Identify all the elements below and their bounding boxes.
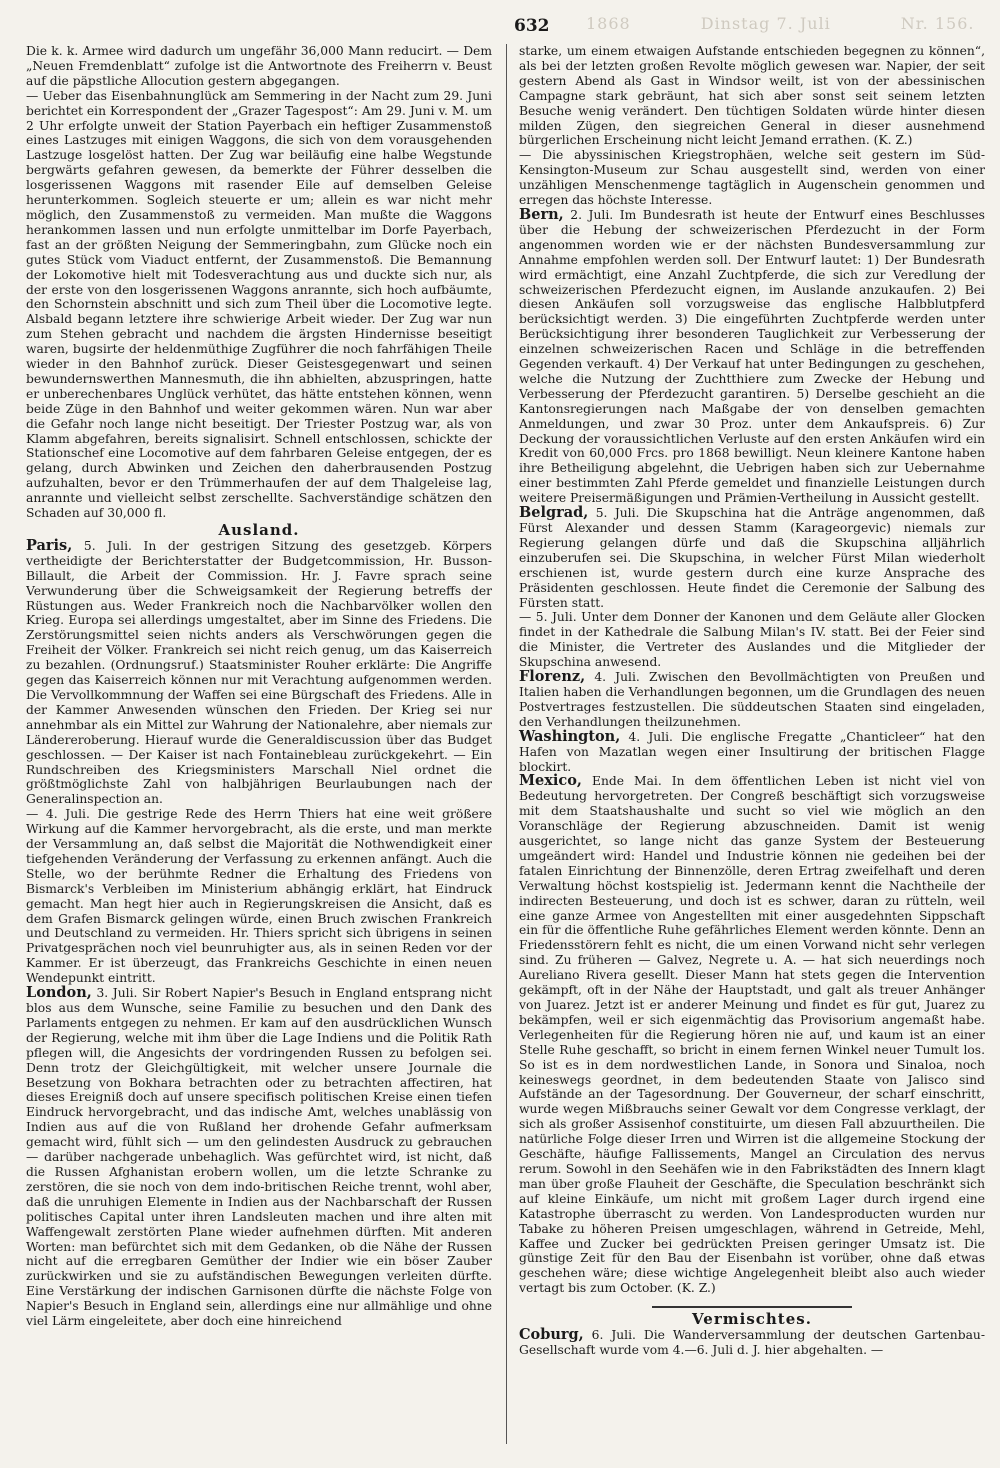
ghost-issue: Nr. 156. — [900, 14, 975, 33]
page-header — [26, 10, 986, 44]
article-paragraph — [519, 727, 985, 775]
dateline: London, — [26, 984, 92, 1002]
paragraph-text: Die k. k. Armee wird dadurch um ungefähr 36,000 Mann reducirt. — Dem „Neuen Fremdenblatt“ zufolge ist die Antwortnote des Freiherrn v. Beust auf die päpstliche Allocution gestern abgegangen. — [26, 44, 492, 88]
paragraph-text: — Ueber das Eisenbahnunglück am Semmering in der Nacht zum 29. Juni berichtet ein Korrespondent der „Grazer Tagespost“: Am 29. Juni v. M. um 2 Uhr erfolgte unweit der Station Payerbach ein heftiger Zusammenstoß eines Lastzuges mit einigen Waggons, die sich von dem vorausgehenden Lastzuge losgelöst hatten. Der Zug war beiläufig eine halbe Wegstunde bergwärts gefahren gewesen, da bemerkte der Führer desselben die losgerissenen Waggons mit rasender Eile auf demselben Geleise herunterkommen. Sogleich steuerte er um; allein es war nicht mehr möglich, den Zusammenstoß zu vermeiden. Man mußte die Waggons herankommen lassen und nun erfolgte unmittelbar im Dorfe Payerbach, fast an der größten Neigung der Semmeringbahn, zum Glücke noch ein gutes Stück vom Viaduct entfernt, der Zusammenstoß. Die Bemannung der Lokomotive hielt mit Todesverachtung aus und duckte sich nur, als der erste von den losgerissenen Waggons anrannte, sich hoch aufbäumte, den Schornstein abschnitt und sich zum Theil über die Locomotive legte. Alsbald begann letztere ihre schwierige Arbeit wieder. Der Zug war nun zum Stehen gebracht und nachdem die ärgsten Hindernisse beseitigt waren, bugsirte der heldenmüthige Zugführer die noch fahrfähigen Theile wieder in den Bahnhof zurück. Dieser Geistesgegenwart und seinen bewundernswerthen Mannesmuth, die ihn abhielten, abzuspringen, hatte er unberechenbares Unglück verhütet, das hätte entstehen können, wenn beide Züge in den Bahnhof und weiter gekommen wären. Nun war aber die Gefahr noch lange nicht beseitigt. Der Triester Postzug war, als von Klamm abgefahren, bereits signalisirt. Schnell entschlossen, schickte der Stationschef eine Locomotive auf dem fahrbaren Geleise entgegen, der es gelang, durch Abwinken und Zeichen den daherbrausenden Postzug aufzuhalten, bevor er den Trümmerhaufen der auf dem Thalgeleise lag, anrannte und vielleicht selbst zerschellte. Sachverständige schätzen den Schaden auf 30,000 fl. — [26, 88, 492, 521]
section-heading: Ausland. — [218, 521, 300, 539]
paragraph-text: — 5. Juli. Unter dem Donner der Kanonen und dem Geläute aller Glocken findet in der Kathedrale die Salbung Milan's IV. statt. Bei der Feier sind die Minister, die Vertreter des Auslandes und die Mitglieder der Skupschina anwesend. — [519, 610, 985, 670]
left-column — [26, 44, 492, 1444]
article-paragraph — [519, 670, 985, 730]
article-paragraph — [519, 44, 985, 148]
article-columns — [26, 44, 986, 1444]
dateline: Washington, — [519, 727, 621, 745]
dateline: Paris, — [26, 536, 73, 554]
section-heading: Vermischtes. — [692, 1310, 812, 1329]
section-divider — [652, 1306, 852, 1308]
article-paragraph — [519, 1328, 985, 1358]
paragraph-text: 3. Juli. Sir Robert Napier's Besuch in England entsprang nicht blos aus dem Wunsche, seine Familie zu besuchen und den Dank des Parlaments entgegen zu nehmen. Er kam auf den ausdrücklichen Wunsch der Regierung, welche mit ihm über die Lage Indiens und die Politik Rath pflegen will, die Angesichts der vordringenden Russen zu befolgen sei. Denn trotz der Gleichgültigkeit, mit welcher unsere Journale die Besetzung von Bokhara betrachten oder zu betrachten affectiren, hat dieses Ereigniß doch auf unsere specifisch politischen Kreise einen tiefen Eindruck hervorgebracht, und das indische Amt, welches unablässig von Indien aus auf die von Rußland her drohende Gefahr aufmerksam gemacht wird, fühlt sich — um den gelindesten Ausdruck zu gebrauchen — darüber nachgerade unbehaglich. Was gefürchtet wird, ist nicht, daß die Russen Afghanistan erobern wollen, um die letzte Schranke zu zerstören, die sie noch von dem indo-britischen Reiche trennt, wohl aber, daß die unruhigen Elemente in Indien aus der Nachbarschaft der Russen politisches Capital unter ihren Landsleuten machen und ihre alten mit Waffengewalt zerstörten Plane wieder aufnehmen dürften. Mit anderen Worten: man befürchtet sich mit dem Gedanken, ob die Nähe der Russen nicht auf die erregbaren Gemüther der Indier wie ein böser Zauber zurückwirken und sie zu aufständischen Bewegungen verleiten dürfte. Eine Verstärkung der indischen Garnisonen dürfte die nächste Folge von Napier's Besuch in England sein, allerdings eine nur allmählige und ohne viel Lärm eingeleitete, aber doch eine hinreichend — [26, 986, 492, 1329]
article-paragraph — [26, 89, 492, 521]
paragraph-text: 5. Juli. In der gestrigen Sitzung des gesetzgeb. Körpers vertheidigte der Berichterstatter der Budgetcommission, Hr. Busson-Billault, die Arbeit der Commission. Hr. J. Favre sprach seine Verwunderung über die Schweigsamkeit der Regierung betreffs der Rüstungen aus. Weder Frankreich noch die Nachbarvölker wollen den Krieg. Europa sei allerdings umgestaltet, aber im Sinne des Friedens. Die Zerstörungsmittel seien nichts anders als Verschwörungen gegen die Freiheit der Völker. Frankreich sei nicht reich genug, um das Kaiserreich zu bezahlen. (Ordnungsruf.) Staatsminister Rouher erklärte: Die Angriffe gegen das Kaiserreich können nur mit Verachtung aufgenommen werden. Die Vervollkommnung der Waffen sei eine Bürgschaft des Friedens. Alle in der Kammer Anwesenden wünschen den Frieden. Der Krieg sei nur annehmbar als ein Mittel zur Wahrung der Nationalehre, aber niemals zur Ländereroberung. Hierauf wurde die Generaldiscussion über das Budget geschlossen. — Der Kaiser ist nach Fontainebleau zurückgekehrt. — Ein Rundschreiben des Kriegsministers Marschall Niel ordnet die größtmöglichste Zahl von halbjährigen Beurlaubungen nach der Generalinspection an. — [26, 538, 492, 807]
paragraph-text: — 4. Juli. Die gestrige Rede des Herrn Thiers hat eine weit größere Wirkung auf die Kammer hervorgebracht, als die erste, und man merkte der Versammlung an, daß selbst die Majorität die Nothwendigkeit einer tiefgehenden Veränderung der Verfassung zu erkennen anfängt. Auch die Stelle, wo der berühmte Redner die Erhaltung des Friedens von Bismarck's Verbleiben im Ministerium abhängig erklärt, hat Eindruck gemacht. Man hegt hier auch in Regierungskreisen die Ansicht, daß es dem Grafen Bismarck gelingen würde, einen Bruch zwischen Frankreich und Deutschland zu vermeiden. Hr. Thiers spricht sich übrigens in seinen Privatgesprächen noch viel beunruhigter aus, als in seinen Reden vor der Kammer. Er ist überzeugt, das Frankreichs Geschichte in einen neuen Wendepunkt eintritt. — [26, 807, 492, 986]
article-paragraph — [519, 205, 985, 506]
article-paragraph — [519, 774, 985, 1296]
article-paragraph — [519, 610, 985, 670]
dateline: Coburg, — [519, 1326, 584, 1344]
article-paragraph — [519, 148, 985, 208]
article-paragraph — [26, 536, 492, 807]
ghost-year: 1868 — [586, 14, 631, 33]
right-column — [506, 44, 985, 1444]
paragraph-text: 6. Juli. Die Wanderversammlung der deutschen Gartenbau-Gesellschaft wurde vom 4.—6. Juli d. J. hier abgehalten. — — [519, 1328, 985, 1357]
dateline: Bern, — [519, 205, 564, 223]
paragraph-text: 2. Juli. Im Bundesrath ist heute der Entwurf eines Beschlusses über die Hebung der schweizerischen Pferdezucht in der Form angenommen worden wie er der nächsten Bundesversammlung zur Annahme empfohlen werden soll. Der Entwurf lautet: 1) Der Bundesrath wird ermächtigt, eine Anzahl Zuchtpferde, die sich zur Veredlung der schweizerischen Pferdezucht eignen, im Auslande anzukaufen. 2) Bei diesen Ankäufen soll vorzugsweise das englische Halbblutpferd berücksichtigt werden. 3) Die eingeführten Zuchtpferde werden unter Berücksichtigung ihrer besonderen Tauglichkeit zur Verbesserung der einzelnen schweizerischen Racen und Schläge in die betreffenden Gegenden verkauft. 4) Der Verkauf hat unter Bedingungen zu geschehen, welche die Nutzung der Zuchtthiere zum Zwecke der Hebung und Verbesserung der Pferdezucht garantiren. 5) Derselbe geschieht an die Kantonsregierungen nach Maßgabe der von denselben gemachten Anmeldungen, und zwar 30 Proz. unter dem Ankaufspreis. 6) Zur Deckung der voraussichtlichen Verluste auf den ersten Ankäufen wird ein Kredit von 60,000 Frcs. pro 1868 bewilligt. Neun kleinere Kantone haben ihre Betheiligung abgelehnt, die Uebrigen haben sich zur Uebernahme einer bestimmten Zahl Pferde gemeldet und finanzielle Leistungen durch weitere Preisermäßigungen und Prämien-Vertheilung in Aussicht gestellt. — [519, 207, 985, 506]
dateline: Mexico, — [519, 772, 582, 790]
paragraph-text: 5. Juli. Die Skupschina hat die Anträge angenommen, daß Fürst Alexander und dessen Stamm (Karageorgevic) niemals zur Regierung gelangen dürfe und daß die Skupschina alljährlich einzuberufen sei. Die Skupschina, in welcher Fürst Milan wiederholt erschienen ist, wurde gestern durch eine kurze Ansprache des Präsidenten geschlossen. Heute findet die Ceremonie der Salbung des Fürsten statt. — [519, 506, 985, 610]
paragraph-text: 4. Juli. Zwischen den Bevollmächtigten von Preußen und Italien haben die Verhandlungen begonnen, um die Grundlagen des neuen Postvertrages festzustellen. Die süddeutschen Staaten sind eingeladen, den Verhandlungen theilzunehmen. — [519, 670, 985, 729]
paragraph-text: starke, um einem etwaigen Aufstande entschieden begegnen zu können“, als bei der letzten großen Revolte möglich gewesen war. Napier, der seit gestern Abend als Gast in Windsor weilt, ist von der abessinischen Campagne stark gebräunt, hat sich aber sonst seit seinem letzten Besuche wenig verändert. Den tüchtigen Soldaten würde hinter diesen milden Zügen, den siegreichen General in dieser ausnehmend bürgerlichen Erscheinung nicht leicht Jemand errathen. (K. Z.) — [519, 44, 985, 148]
article-paragraph — [26, 807, 492, 986]
dateline: Belgrad, — [519, 504, 589, 522]
paragraph-text: Ende Mai. In dem öffentlichen Leben ist nicht viel von Bedeutung hervorgetreten. Der Congreß beschäftigt sich vorzugsweise mit dem Staatshaushalte und sucht so viel wie möglich an den Voranschläge der Regierung abzuschneiden. Damit ist wenig ausgerichtet, so lange nicht das ganze System der Besteuerung umgeändert wird: Handel und Industrie können nie gedeihen bei der fatalen Einrichtung der Binnenzölle, deren Ertrag zweifelhaft und deren Verwaltung höchst kostspielig ist. Jedermann kennt die Nachtheile der indirecten Besteuerung, und doch ist es schwer, daran zu rütteln, weil eine ganze Armee von Angestellten mit einer ausgedehnten Sippschaft ein für die öffentliche Ruhe gefährliches Element werden könnte. Denn an Friedensstörern fehlt es nicht, die um einen Vorwand nicht sehr verlegen sind. Zu früheren — Galvez, Negrete u. A. — hat sich neuerdings noch Aureliano Rivera gesellt. Dieser Mann hat stets gegen die Intervention gekämpft, oft in der Nähe der Hauptstadt, und galt als treuer Anhänger von Juarez. Jetzt ist er anderer Meinung und findet es für gut, Juarez zu bekämpfen, weil er sich eigenmächtig das Provisorium angemaßt habe. Verlegenheiten für die Regierung hören nie auf, und kaum ist an einer Stelle Ruhe geschafft, so bricht in einem fernen Winkel neuer Tumult los. So ist es in dem nordwestlichen Lande, in Sonora und Sinaloa, noch keineswegs geordnet, in dem bedeutenden Staate von Jalisco sind Aufstände an der Tagesordnung. Der Gouverneur, der scharf einschritt, wurde wegen Mißbrauchs seiner Gewalt vor dem Congresse verklagt, der sich als großer Assisenhof constituirte, um diesen Fall abzuurtheilen. Die natürliche Folge dieser Irren und Wirren ist die allgemeine Stockung der Geschäfte, häufige Fallissements, Mangel an Circulation des nervus rerum. Sowohl in den Seehäfen wie in den Fabrikstädten des Innern klagt man über große Flauheit der Geschäfte, die Speculation beschränkt sich auf kleine Einkäufe, um nicht mit großem Lager durch irgend eine Katastrophe überrascht zu werden. Von Landesproducten wurden nur Tabake zu höheren Preisen umgeschlagen, während in Getreide, Mehl, Kaffee und Zucker bei gedrückten Preisen geringer Umsatz ist. Die günstige Zeit für den Bau der Eisenbahn ist vorüber, ohne daß etwas geschehen wäre; diese wichtige Angelegenheit bleibt also auch wieder vertagt bis zum October. (K. Z.) — [519, 774, 985, 1296]
article-paragraph — [26, 44, 492, 89]
paragraph-text: — Die abyssinischen Kriegstrophäen, welche seit gestern im Süd-Kensington-Museum zur Schau ausgestellt sind, werden von einer unzähligen Menschenmenge tagtäglich in Augenschein genommen und erregen das höchste Interesse. — [519, 148, 985, 208]
article-paragraph — [26, 986, 492, 1329]
page-number: 632 — [514, 16, 550, 36]
paragraph-text: 4. Juli. Die englische Fregatte „Chanticleer“ hat den Hafen von Mazatlan wegen einer Insultirung der britischen Flagge blockirt. — [519, 729, 985, 774]
ghost-date: Dinstag 7. Juli — [700, 14, 831, 33]
dateline: Florenz, — [519, 668, 586, 686]
bleed-through-header — [586, 14, 1000, 33]
article-paragraph — [519, 506, 985, 610]
